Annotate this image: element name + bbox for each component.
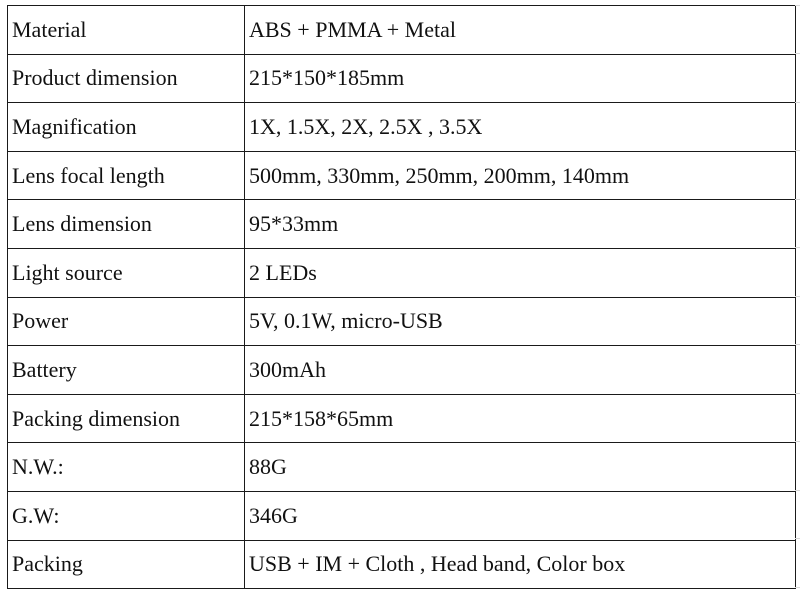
row-value: 1X, 1.5X, 2X, 2.5X , 3.5X [245, 103, 796, 152]
row-label: G.W: [8, 491, 245, 540]
row-label: N.W.: [8, 443, 245, 492]
row-value: 5V, 0.1W, micro-USB [245, 297, 796, 346]
row-label: Battery [8, 346, 245, 395]
table-row [8, 200, 796, 249]
row-value: 215*158*65mm [245, 394, 796, 443]
table-row [8, 491, 796, 540]
row-label: Power [8, 297, 245, 346]
table-row [8, 103, 796, 152]
row-value: 500mm, 330mm, 250mm, 200mm, 140mm [245, 151, 796, 200]
row-label: Packing dimension [8, 394, 245, 443]
row-value: 215*150*185mm [245, 54, 796, 103]
spreadsheet-gridlines [795, 0, 800, 600]
row-value: USB + IM + Cloth , Head band, Color box [245, 540, 796, 589]
table-row [8, 248, 796, 297]
table-row [8, 54, 796, 103]
table-row [8, 297, 796, 346]
row-label: Packing [8, 540, 245, 589]
row-value: 95*33mm [245, 200, 796, 249]
row-value: 88G [245, 443, 796, 492]
row-value: 346G [245, 491, 796, 540]
row-value: ABS + PMMA + Metal [245, 6, 796, 55]
table-row [8, 540, 796, 589]
table-row [8, 151, 796, 200]
row-label: Material [8, 6, 245, 55]
table-row [8, 6, 796, 55]
row-label: Light source [8, 248, 245, 297]
table-row [8, 346, 796, 395]
row-value: 300mAh [245, 346, 796, 395]
row-label: Lens dimension [8, 200, 245, 249]
row-label: Magnification [8, 103, 245, 152]
row-label: Product dimension [8, 54, 245, 103]
spec-table [7, 5, 796, 589]
row-value: 2 LEDs [245, 248, 796, 297]
table-row [8, 394, 796, 443]
row-label: Lens focal length [8, 151, 245, 200]
table-row [8, 443, 796, 492]
